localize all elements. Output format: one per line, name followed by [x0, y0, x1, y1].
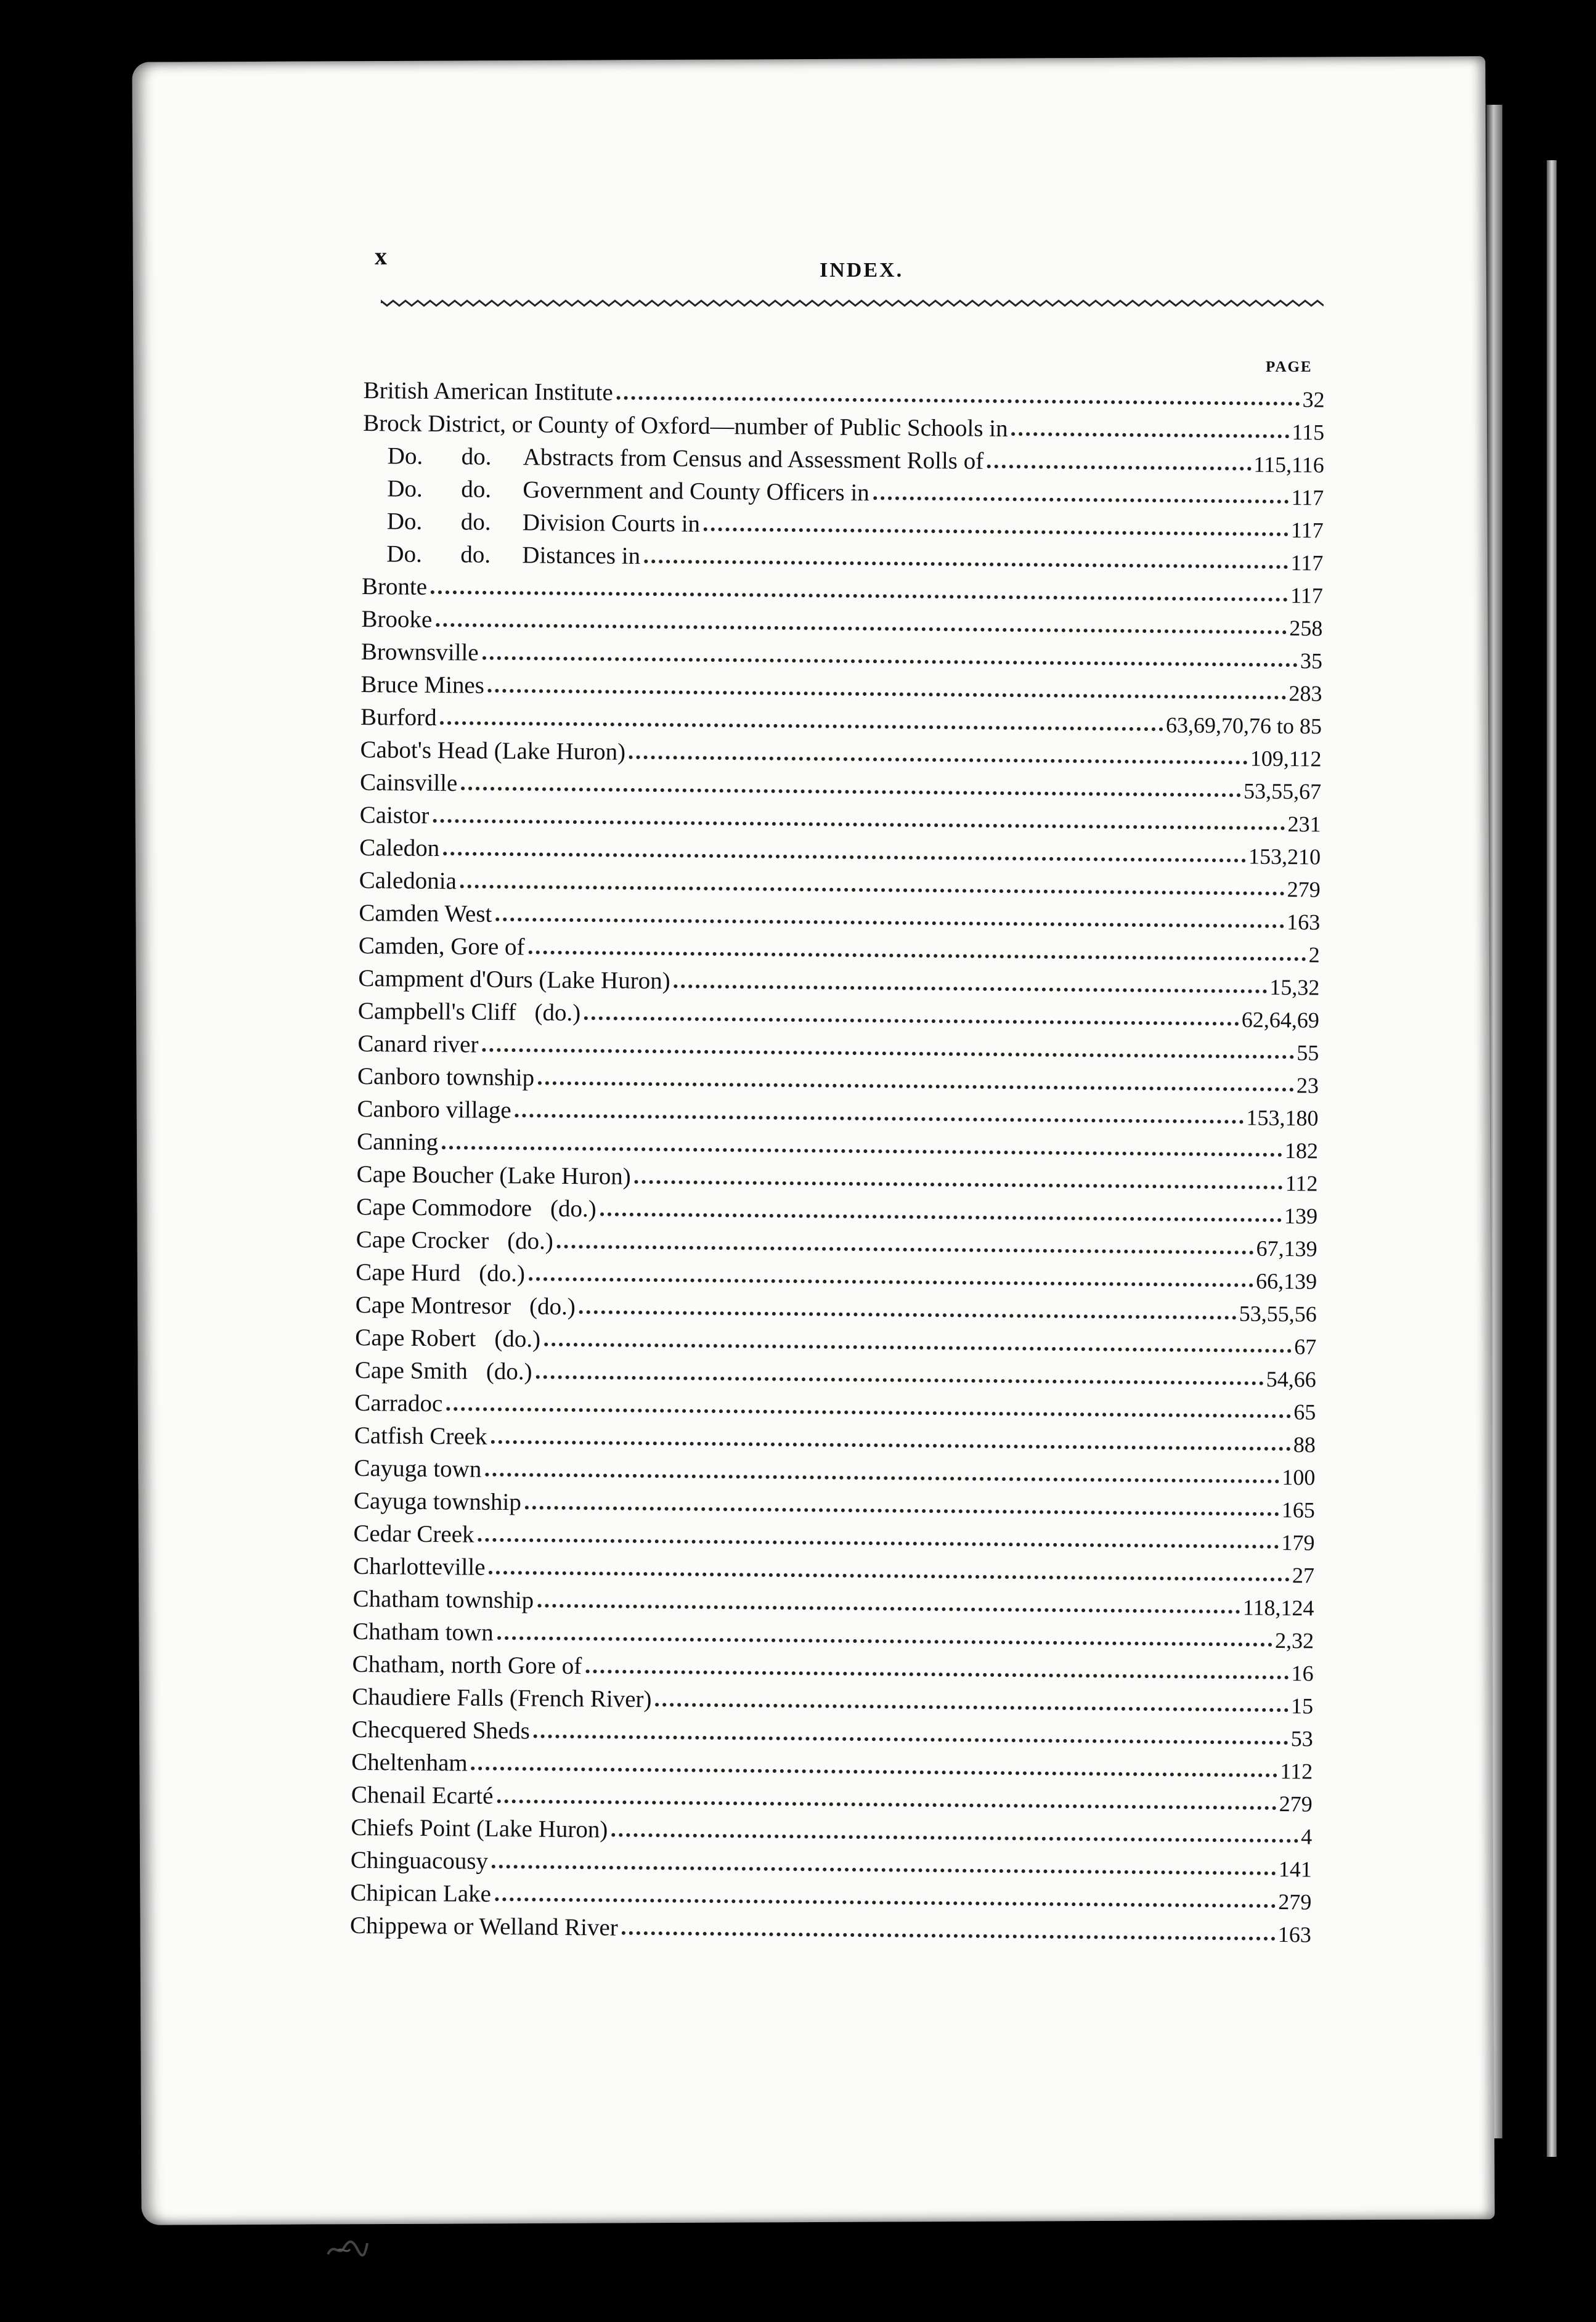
entry-title: Brooke [361, 605, 433, 633]
leader-dots [622, 1931, 1276, 1941]
entry-pages: 112 [1280, 1759, 1313, 1784]
entry-name [357, 1097, 511, 1122]
entry-name [359, 934, 525, 959]
entry-pages: 117 [1290, 583, 1324, 608]
ditto-do: Do. [387, 442, 423, 470]
leader-dots [495, 1897, 1276, 1908]
entry-pages: 139 [1284, 1204, 1318, 1229]
index-entries [350, 370, 1325, 1946]
entry-pages: 54,66 [1266, 1366, 1316, 1392]
entry-name [355, 1358, 532, 1384]
entry-name [350, 1913, 618, 1940]
entry-title: Cape Boucher (Lake Huron) [356, 1160, 631, 1190]
page-number: x [375, 242, 387, 270]
entry-name [355, 1326, 540, 1351]
leader-dots [600, 1212, 1282, 1222]
entry-name [359, 901, 492, 926]
entry-name [357, 1032, 478, 1057]
entry-title: Cedar Creek [353, 1520, 474, 1548]
entry-pages: 2 [1308, 942, 1320, 968]
entry-name [360, 738, 625, 764]
entry-title: Chiefs Point (Lake Huron) [351, 1814, 608, 1843]
leader-dots [704, 528, 1289, 536]
entry-pages: 163 [1277, 1922, 1312, 1947]
entry-pages: 115 [1292, 420, 1325, 445]
entry-name [359, 836, 439, 860]
entry-pages: 67,139 [1256, 1236, 1317, 1261]
entry-name [387, 509, 701, 536]
entry-title: Cape Smith [354, 1356, 468, 1385]
leader-dots [674, 984, 1268, 993]
entry-pages: 63,69,70,76 to 85 [1165, 712, 1322, 739]
entry-pages: 53,55,67 [1243, 778, 1322, 804]
ditto-do-lower: do. [460, 508, 491, 536]
ditto-do: Do. [387, 475, 423, 502]
entry-title: Canning [356, 1128, 439, 1156]
book-spine-edge-outer [1547, 160, 1557, 2157]
entry-pages: 258 [1289, 616, 1323, 641]
entry-title: Chippewa or Welland River [349, 1912, 618, 1941]
leader-dots [579, 1310, 1237, 1319]
entry-name [360, 770, 457, 795]
running-head: INDEX. [820, 259, 904, 282]
leader-dots [461, 786, 1241, 797]
entry-name [358, 966, 670, 993]
leader-dots [873, 496, 1289, 503]
entry-name [360, 672, 484, 698]
entry-pages: 67 [1294, 1334, 1317, 1359]
entry-pages: 27 [1292, 1563, 1315, 1588]
leader-dots [1012, 432, 1290, 438]
entry-name [360, 803, 430, 828]
entry-pages: 153,180 [1246, 1105, 1319, 1131]
leader-dots [644, 560, 1289, 569]
entry-subheading: Distances in [522, 542, 641, 569]
entry-pages: 16 [1291, 1661, 1314, 1686]
entry-title: Canboro township [357, 1062, 535, 1091]
entry-pages: 23 [1296, 1073, 1319, 1098]
entry-name [359, 868, 457, 893]
entry-title: Cabot's Head (Lake Huron) [360, 736, 626, 765]
entry-title: Chatham township [352, 1585, 534, 1614]
entry-pages: 179 [1281, 1530, 1315, 1555]
entry-pages: 112 [1285, 1171, 1318, 1196]
entry-pages: 118,124 [1242, 1595, 1314, 1621]
entry-pages: 279 [1278, 1889, 1312, 1915]
entry-ditto: (do.) [494, 1325, 541, 1353]
entry-subheading: Government and County Officers in [523, 476, 869, 507]
entry-pages: 141 [1278, 1857, 1312, 1882]
leader-dots [987, 465, 1251, 471]
leader-dots [584, 1016, 1239, 1025]
leader-dots [544, 1343, 1292, 1353]
entry-title: Carradoc [354, 1389, 443, 1417]
entry-pages: 55 [1297, 1040, 1319, 1065]
entry-pages: 117 [1290, 518, 1324, 543]
ditto-do: Do. [386, 508, 423, 535]
entry-name [354, 1424, 487, 1449]
entry-title: Cayuga town [354, 1454, 482, 1483]
entry-name [352, 1717, 531, 1743]
entry-pages: 153,210 [1248, 844, 1321, 870]
entry-name [357, 1064, 534, 1090]
entry-name [360, 705, 437, 730]
entry-title: Burford [360, 703, 437, 731]
entry-pages: 4 [1301, 1824, 1313, 1849]
entry-ditto: (do.) [550, 1195, 596, 1223]
entry-name [361, 607, 432, 632]
entry-title: Campment d'Ours (Lake Huron) [358, 964, 670, 995]
entry-title: Chinguacousy [350, 1846, 489, 1875]
entry-pages: 32 [1302, 387, 1325, 412]
leader-dots [537, 1604, 1240, 1614]
entry-title: Caistor [359, 801, 430, 829]
entry-pages: 100 [1282, 1465, 1316, 1490]
entry-name [361, 640, 479, 665]
entry-pages: 15 [1290, 1693, 1314, 1719]
wavy-rule [381, 297, 1324, 309]
entry-pages: 279 [1279, 1791, 1313, 1817]
entry-name [387, 476, 869, 505]
entry-ditto: (do.) [479, 1260, 526, 1287]
leader-dots [655, 1703, 1289, 1712]
leader-dots [528, 950, 1306, 961]
entry-ditto: (do.) [486, 1358, 532, 1385]
entry-title: Chipican Lake [350, 1879, 492, 1907]
entry-pages: 117 [1291, 485, 1324, 510]
entry-pages: 66,139 [1255, 1268, 1317, 1294]
entry-name [350, 1881, 491, 1906]
entry-title: Cainsville [359, 768, 458, 797]
entry-ditto: (do.) [507, 1228, 554, 1255]
leader-dots [536, 1375, 1264, 1385]
entry-title: Cape Hurd [356, 1258, 461, 1287]
leader-dots [495, 918, 1284, 928]
entry-title: Cheltenham [351, 1748, 468, 1777]
entry-title: Cape Crocker [356, 1226, 489, 1254]
entry-title: Checquered Sheds [351, 1716, 531, 1745]
entry-pages: 182 [1284, 1138, 1319, 1163]
entry-title: Brock District, or County of Oxford—number of Public Schools in [363, 409, 1008, 442]
entry-title: Cape Montresor [355, 1291, 511, 1320]
entry-pages: 2,32 [1274, 1627, 1314, 1653]
entry-pages: 62,64,69 [1241, 1007, 1320, 1033]
leader-dots [635, 1180, 1283, 1189]
entry-title: Camden West [359, 899, 492, 927]
leader-dots [557, 1245, 1254, 1255]
entry-name [353, 1522, 474, 1547]
entry-pages: 231 [1287, 812, 1321, 837]
entry-pages: 117 [1290, 550, 1324, 576]
entry-name [351, 1783, 494, 1808]
entry-title: Campbell's Cliff [357, 997, 516, 1026]
leader-dots [529, 1277, 1253, 1287]
entry-name [351, 1750, 468, 1775]
leader-dots [629, 756, 1248, 765]
entry-title: Cape Robert [355, 1324, 476, 1352]
leader-dots [585, 1669, 1289, 1679]
entry-name [354, 1456, 481, 1481]
entry-name [356, 1228, 554, 1253]
entry-ditto: (do.) [534, 999, 581, 1027]
entry-pages: 65 [1293, 1399, 1316, 1425]
entry-title: Brownsville [360, 638, 479, 666]
entry-name [356, 1260, 525, 1285]
entry-title: Charlotteville [352, 1552, 486, 1581]
entry-title: Bruce Mines [360, 670, 485, 699]
entry-title: Chatham, north Gore of [352, 1650, 582, 1680]
entry-title: Canard river [357, 1030, 479, 1058]
entry-title: Cayuga township [353, 1487, 522, 1516]
entry-pages: 53,55,56 [1239, 1301, 1317, 1327]
leader-dots [440, 721, 1163, 731]
entry-pages: 15,32 [1269, 974, 1320, 1000]
entry-name [352, 1652, 582, 1678]
leader-dots [485, 1473, 1279, 1483]
leader-dots [497, 1636, 1272, 1647]
entry-pages: 165 [1281, 1497, 1316, 1523]
entry-title: Chaudiere Falls (French River) [352, 1683, 652, 1713]
entry-name [357, 1130, 439, 1154]
entry-name [362, 574, 427, 599]
entry-title: Caledonia [359, 866, 457, 895]
ditto-do: Do. [386, 540, 423, 568]
leader-dots [497, 1799, 1276, 1810]
entry-title: Camden, Gore of [358, 932, 525, 961]
leader-dots [611, 1833, 1298, 1843]
entry-pages: 88 [1293, 1432, 1316, 1457]
entry-subheading: Division Courts in [522, 509, 701, 537]
ink-mark [325, 2236, 370, 2260]
entry-name [358, 999, 581, 1025]
page-column-label: PAGE [1266, 359, 1313, 375]
entry-subheading: Abstracts from Census and Assessment Rolls of [523, 444, 984, 475]
leader-dots [538, 1082, 1294, 1092]
entry-pages: 53 [1290, 1726, 1313, 1751]
entry-pages: 163 [1287, 910, 1321, 935]
entry-name [356, 1162, 630, 1189]
ditto-do-lower: do. [460, 541, 491, 568]
entry-name [354, 1391, 442, 1416]
entry-title: Canboro village [357, 1095, 511, 1124]
entry-name [364, 378, 613, 405]
entry-pages: 109,112 [1250, 746, 1322, 772]
leader-dots [515, 1114, 1244, 1123]
leader-dots [492, 1865, 1276, 1875]
entry-pages: 115,116 [1253, 452, 1324, 478]
entry-name [353, 1554, 486, 1579]
entry-title: Chatham town [352, 1618, 494, 1646]
entry-name [352, 1587, 534, 1613]
entry-title: Catfish Creek [354, 1422, 487, 1450]
entry-name [386, 542, 640, 568]
entry-pages: 283 [1289, 681, 1322, 706]
entry-pages: 35 [1300, 648, 1323, 674]
entry-title: British American Institute [363, 377, 613, 406]
entry-title: Caledon [359, 834, 440, 862]
entry-name [356, 1195, 596, 1221]
entry-name [352, 1685, 652, 1711]
leader-dots [534, 1734, 1289, 1745]
entry-title: Cape Commodore [356, 1193, 532, 1222]
entry-pages: 279 [1287, 877, 1321, 902]
entry-title: Bronte [361, 572, 428, 600]
entry-name [352, 1619, 494, 1645]
entry-ditto: (do.) [529, 1293, 576, 1321]
leader-dots [525, 1505, 1279, 1516]
ditto-do-lower: do. [461, 476, 492, 503]
ditto-do-lower: do. [461, 443, 492, 470]
entry-name [351, 1815, 608, 1842]
entry-name [354, 1489, 521, 1514]
entry-name [351, 1848, 488, 1873]
leader-dots [617, 396, 1300, 406]
entry-title: Chenail Ecarté [351, 1781, 494, 1809]
entry-name [356, 1293, 576, 1319]
